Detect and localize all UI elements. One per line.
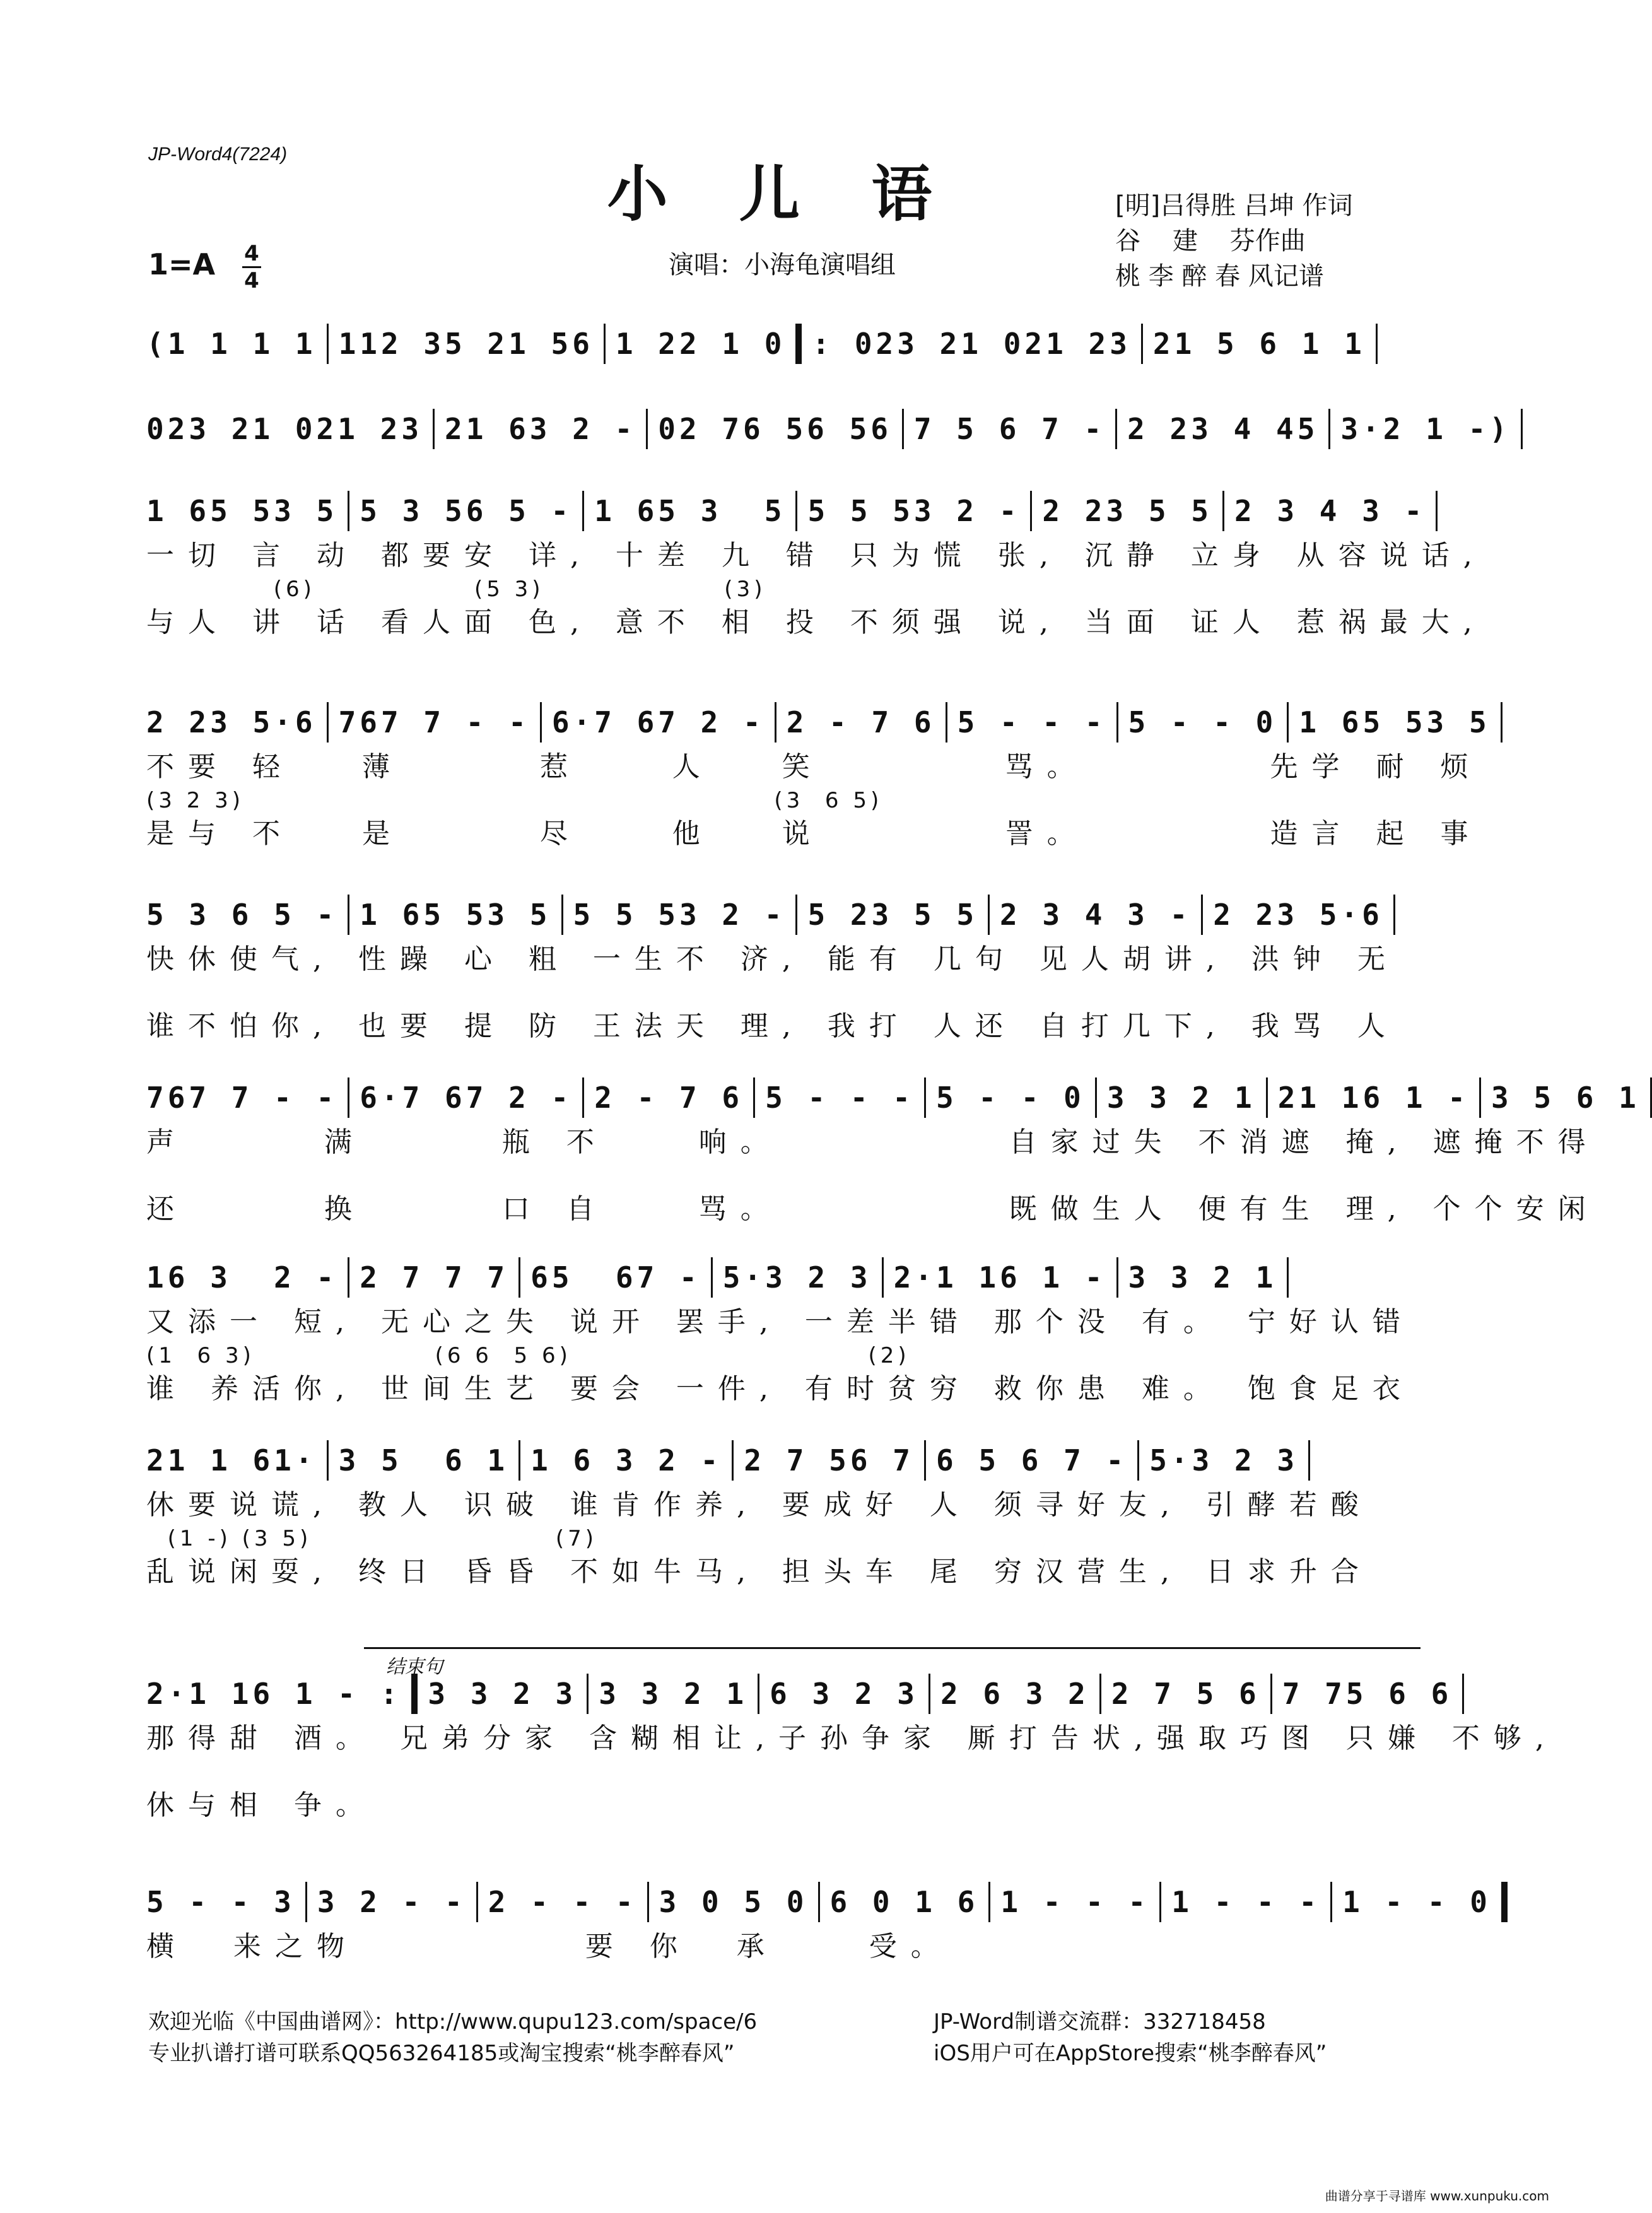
measure: : 023 21 021 23 — [812, 327, 1131, 361]
measure: 1 22 1 0 — [615, 327, 786, 361]
lyric-line-1: 声 满 瓶 不 响。 自家过失 不消遮 掩, 遮掩不得 — [146, 1126, 1600, 1158]
barline — [327, 1440, 329, 1481]
lyric-line-2: 与人 讲 话 看人面 色, 意不 相 投 不须强 说, 当面 证人 惹祸最大, — [146, 606, 1486, 638]
score-system — [146, 1252, 1421, 1409]
measure: 7 75 6 6 — [1282, 1677, 1453, 1711]
measure: 1 65 3 5 — [594, 494, 786, 528]
barline — [327, 702, 329, 743]
lyric-line-2: 谁 养活你, 世间生艺 要会 一件, 有时贫穷 救你患 难。 饱食足衣 — [146, 1373, 1414, 1405]
notation-row — [146, 1435, 1421, 1486]
measure: 2·1 16 1 - — [893, 1260, 1106, 1294]
footer-right — [934, 2006, 1327, 2069]
barline — [1095, 1077, 1097, 1118]
barline — [929, 1674, 930, 1714]
footer-ios: iOS用户可在AppStore搜索“桃李醉春风” — [934, 2041, 1327, 2066]
footer-group: JP-Word制谱交流群：332718458 — [934, 2009, 1266, 2034]
alternate-notes: (3 2 3) (3 6 5) — [146, 788, 883, 813]
ending-bracket-line — [364, 1647, 1421, 1649]
measure: (1 1 1 1 — [146, 327, 317, 361]
measure: 02 76 56 56 — [658, 412, 892, 446]
measure: 1 - - - — [1171, 1885, 1321, 1919]
barline — [433, 409, 435, 449]
score-system — [146, 1657, 1558, 1825]
barline — [1501, 1882, 1508, 1922]
measure: 2 - 7 6 — [786, 705, 935, 739]
barline — [988, 895, 990, 935]
measure: 2 23 4 45 — [1127, 412, 1319, 446]
notation-row — [146, 1669, 1453, 1719]
barline — [1099, 1674, 1101, 1714]
barline — [775, 702, 776, 743]
notation-row — [146, 486, 1426, 536]
alternate-notes — [146, 1162, 1421, 1190]
time-signature-bottom: 4 — [244, 268, 259, 293]
barline — [1030, 491, 1032, 531]
barline — [1115, 409, 1117, 449]
time-signature-top: 4 — [244, 241, 259, 266]
barline — [1266, 1077, 1268, 1118]
score-system — [146, 486, 1486, 642]
barline — [988, 1882, 990, 1922]
lyric-line-1: 横 来之物 要 你 承 受。 — [146, 1930, 952, 1963]
measure: 5 5 53 2 - — [807, 494, 1021, 528]
barline — [902, 409, 904, 449]
barline — [795, 491, 797, 531]
barline — [1287, 1257, 1289, 1298]
barline — [587, 1674, 589, 1714]
measure: 65 67 - — [530, 1260, 701, 1294]
measure: 2 3 4 3 - — [1000, 898, 1192, 932]
barline — [305, 1882, 307, 1922]
barline — [348, 1077, 349, 1118]
measure: 7 5 6 7 - — [913, 412, 1106, 446]
lyric-line-1: 那得甜 酒。 兄弟分家 含糊相让,子孙争家 厮打告状,强取巧图 只嫌 不够, — [146, 1722, 1558, 1754]
key-signature: 1=A — [148, 247, 216, 281]
measure: 6·7 67 2 - — [551, 705, 764, 739]
measure: 3 5 6 1 — [1491, 1081, 1640, 1115]
barline — [1116, 1257, 1118, 1298]
measure: 21 5 6 1 1 — [1152, 327, 1366, 361]
measure: 21 1 61· — [146, 1443, 317, 1477]
measure: 3 0 5 0 — [659, 1885, 808, 1919]
barline — [348, 1257, 349, 1298]
alternate-notes — [146, 979, 1421, 1007]
barline — [795, 895, 797, 935]
measure: 6 3 2 3 — [770, 1677, 918, 1711]
barline — [604, 324, 606, 364]
barline — [1270, 1674, 1272, 1714]
measure: 3 3 2 1 — [599, 1677, 748, 1711]
alternate-notes — [146, 1966, 1421, 1994]
measure: 3 5 6 1 — [338, 1443, 509, 1477]
lyric-line-1: 一切 言 动 都要安 详, 十差 九 错 只为慌 张, 沉静 立身 从容说话, — [146, 539, 1486, 572]
lyric-line-1: 又添一 短, 无心之失 说开 罢手, 一差半错 那个没 有。 宁好认错 — [146, 1306, 1414, 1338]
barline — [758, 1674, 759, 1714]
barline — [924, 1077, 926, 1118]
lyricist-credit: [明]吕得胜 吕坤 作词 — [1115, 191, 1353, 220]
measure: 2 - - - — [488, 1885, 637, 1919]
measure: 2 7 56 7 — [744, 1443, 914, 1477]
measure: 5 5 53 2 - — [573, 898, 786, 932]
barline — [711, 1257, 713, 1298]
lyric-line-1: 快休使气, 性躁 心 粗 一生不 济, 能有 几句 见人胡讲, 洪钟 无 — [146, 943, 1399, 975]
barline — [411, 1674, 418, 1714]
lyric-line-1: 休要说谎, 教人 识破 谁肯作养, 要成好 人 须寻好友, 引酵若酸 — [146, 1489, 1373, 1521]
barline — [1141, 324, 1143, 364]
barline — [1501, 702, 1503, 743]
barline — [1287, 702, 1289, 743]
barline — [518, 1257, 520, 1298]
barline — [1116, 702, 1118, 743]
barline — [1159, 1882, 1161, 1922]
measure: 023 21 021 23 — [146, 412, 423, 446]
measure: 2 23 5·6 — [1213, 898, 1383, 932]
measure: 2 7 5 6 — [1111, 1677, 1260, 1711]
barline — [327, 324, 329, 364]
measure: 1 65 53 5 — [360, 898, 551, 932]
measure: 21 63 2 - — [445, 412, 636, 446]
barline — [1650, 1077, 1652, 1118]
score-system — [146, 1072, 1640, 1229]
barline — [1479, 1077, 1481, 1118]
measure: 5 3 56 5 - — [360, 494, 573, 528]
barline — [561, 895, 563, 935]
score-system — [146, 697, 1491, 854]
barline — [924, 1440, 926, 1481]
barline — [1201, 895, 1203, 935]
notation-row — [146, 889, 1421, 940]
composer-credit: 谷 建 芬作曲 — [1115, 226, 1306, 255]
lyric-line-2: 谁不怕你, 也要 提 防 王法天 理, 我打 人还 自打几下, 我骂 人 — [146, 1010, 1399, 1042]
barline — [753, 1077, 755, 1118]
barline — [518, 1440, 520, 1481]
measure: 6 0 1 6 — [829, 1885, 979, 1919]
barline — [540, 702, 542, 743]
measure: 1 - - 0 — [1342, 1885, 1491, 1919]
measure: 2 6 3 2 — [940, 1677, 1089, 1711]
section-label: 结束句 — [386, 1657, 443, 1677]
barline — [1436, 491, 1438, 531]
barline — [348, 895, 349, 935]
measure: 5 - - - — [957, 705, 1106, 739]
barline — [1393, 895, 1395, 935]
measure: 2 - 7 6 — [594, 1081, 744, 1115]
measure: 1 65 53 5 — [1299, 705, 1491, 739]
measure: 3 2 - - — [317, 1885, 466, 1919]
measure: 1 65 53 5 — [146, 494, 338, 528]
alternate-notes — [146, 1758, 1421, 1786]
measure: 767 7 - - — [146, 1081, 338, 1115]
barline — [582, 491, 584, 531]
measure: 21 16 1 - — [1277, 1081, 1469, 1115]
footer-left — [148, 2006, 757, 2069]
measure: 3 3 2 1 — [1106, 1081, 1256, 1115]
lyric-line-1: 不要 轻 薄 惹 人 笑 骂。 先学 耐 烦 — [146, 751, 1482, 783]
barline — [795, 324, 802, 364]
software-version: JP-Word4(7224) — [148, 144, 288, 165]
notation-row — [146, 697, 1491, 748]
lyric-line-2: 休与相 争。 — [146, 1789, 377, 1821]
barline — [1462, 1674, 1464, 1714]
footer-contact: 专业扒谱打谱可联系QQ563264185或淘宝搜索“桃李醉春风” — [148, 2041, 735, 2066]
barline — [1308, 1440, 1310, 1481]
barline — [646, 409, 648, 449]
barline — [1376, 324, 1378, 364]
alternate-notes: (1 6 3) (6 6 5 6) (2) — [146, 1343, 910, 1368]
transcriber-credit: 桃 李 醉 春 风记谱 — [1115, 262, 1324, 291]
lyric-line-2: 是与 不 是 尽 他 说 詈。 造言 起 事 — [146, 818, 1482, 850]
measure: 2 23 5·6 — [146, 705, 317, 739]
measure: 2 7 7 7 — [360, 1260, 509, 1294]
measure: 767 7 - - — [338, 705, 530, 739]
measure: 3·2 1 -) — [1340, 412, 1511, 446]
measure: 5 23 5 5 — [807, 898, 978, 932]
lyric-line-1 — [146, 369, 1421, 408]
score-system — [146, 1435, 1421, 1592]
measure: 5·3 2 3 — [722, 1260, 872, 1294]
measure: 6 5 6 7 - — [935, 1443, 1128, 1477]
measure: 16 3 2 - — [146, 1260, 338, 1294]
notation-row — [146, 404, 1511, 454]
measure: 2 3 4 3 - — [1234, 494, 1426, 528]
lyric-line-2: 乱说闲耍, 终日 昏昏 不如牛马, 担头车 尾 穷汉营生, 日求升合 — [146, 1556, 1373, 1588]
barline — [348, 491, 349, 531]
score-system — [146, 889, 1421, 1046]
barline — [1222, 491, 1224, 531]
measure: 3 3 2 1 — [1128, 1260, 1277, 1294]
lyric-line-2: 还 换 口 自 骂。 既做生人 便有生 理, 个个安闲 — [146, 1193, 1600, 1225]
measure: 5·3 2 3 — [1149, 1443, 1299, 1477]
measure: 1 - - - — [1000, 1885, 1150, 1919]
notation-row — [146, 319, 1421, 369]
measure: 112 35 21 56 — [338, 327, 594, 361]
measure: 3 3 2 3 — [428, 1677, 577, 1711]
barline — [882, 1257, 884, 1298]
notation-row — [146, 1877, 1491, 1927]
barline — [818, 1882, 820, 1922]
barline — [946, 702, 947, 743]
song-title: 小 儿 语 — [607, 159, 958, 230]
barline — [732, 1440, 734, 1481]
performer: 演唱：小海龟演唱组 — [669, 250, 896, 279]
notation-row — [146, 1252, 1421, 1303]
barline — [1137, 1440, 1139, 1481]
measure: 5 - - 0 — [1128, 705, 1277, 739]
measure: 2·1 16 1 - : — [146, 1677, 402, 1711]
measure: 5 - - 3 — [146, 1885, 295, 1919]
barline — [1328, 409, 1330, 449]
measure: 5 3 6 5 - — [146, 898, 338, 932]
barline — [476, 1882, 478, 1922]
footer-website: 欢迎光临《中国曲谱网》：http://www.qupu123.com/space/6 — [148, 2009, 758, 2034]
notation-row — [146, 1072, 1640, 1123]
measure: 2 23 5 5 — [1042, 494, 1212, 528]
barline — [647, 1882, 649, 1922]
barline — [582, 1077, 584, 1118]
time-signature — [242, 242, 261, 292]
measure: 1 6 3 2 - — [530, 1443, 722, 1477]
barline — [1330, 1882, 1332, 1922]
watermark: 曲谱分享于寻谱库 www.xunpuku.com — [1325, 2188, 1549, 2204]
alternate-notes: (1 -) (3 5) (7) — [146, 1526, 597, 1551]
barline — [1521, 409, 1523, 449]
measure: 5 - - 0 — [935, 1081, 1085, 1115]
measure: 5 - - - — [765, 1081, 914, 1115]
measure: 6·7 67 2 - — [360, 1081, 573, 1115]
alternate-notes: (6) (5 3) (3) — [146, 577, 766, 602]
